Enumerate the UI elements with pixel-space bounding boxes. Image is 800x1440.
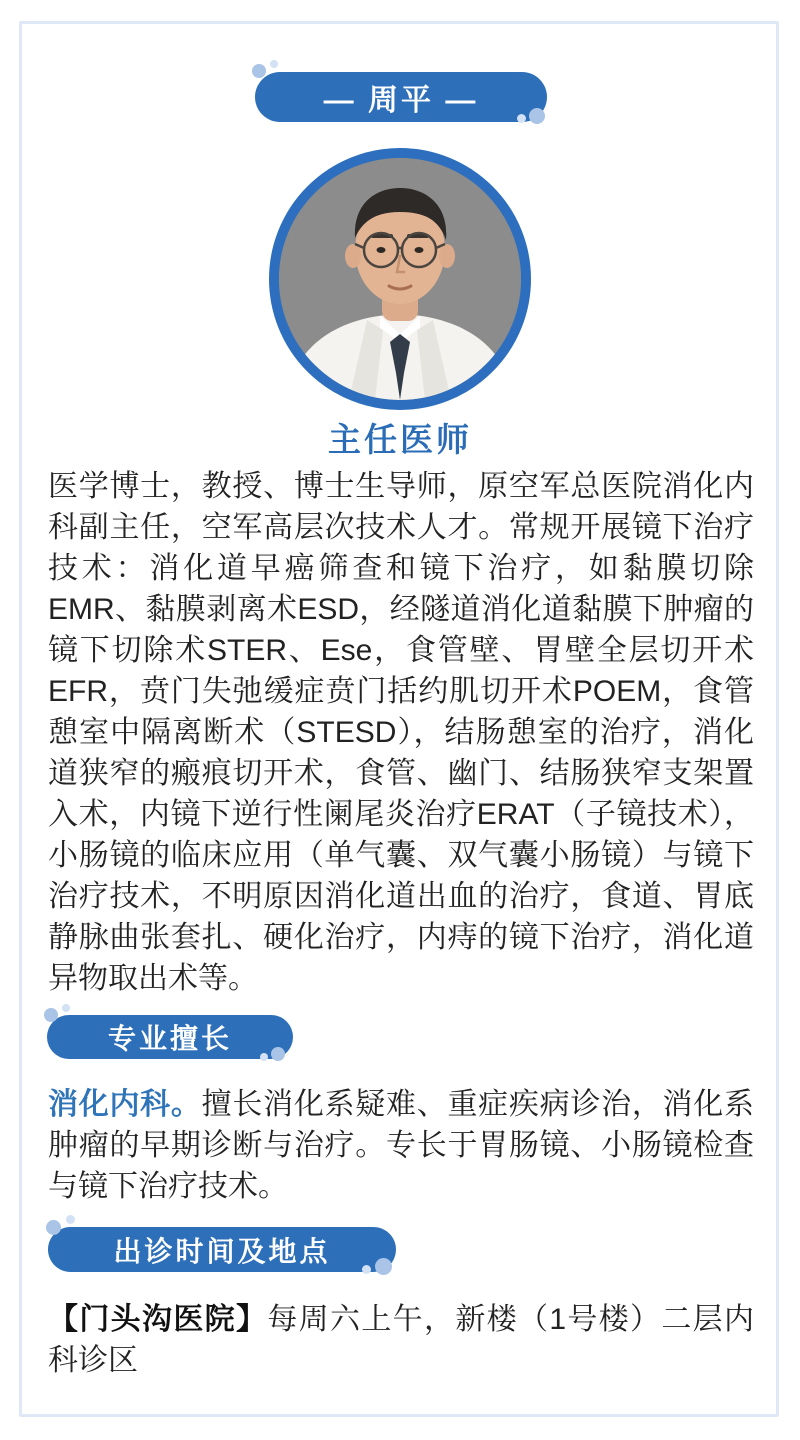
doctor-photo bbox=[269, 148, 531, 410]
bubble-decoration bbox=[66, 1215, 75, 1224]
bio-paragraph: 医学博士，教授、博士生导师，原空军总医院消化内科副主任，空军高层次技术人才。常规开展镜下治疗技术：消化道早癌筛查和镜下治疗，如黏膜切除EMR、黏膜剥离术ESD，经隧道消化道黏膜下肿瘤的镜下切除术STER、Ese，食管壁、胃壁全层切开术EFR，贲门失弛缓症贲门括约肌切开术POEM，食管憩室中隔离断术（STESD），结肠憩室的治疗，消化道狭窄的瘢痕切开术，食管、幽门、结肠狭窄支架置入术，内镜下逆行性阑尾炎治疗ERAT（子镜技术），小肠镜的临床应用（单气囊、双气囊小肠镜）与镜下治疗技术，不明原因消化道出血的治疗，食道、胃底静脉曲张套扎、硬化治疗，内痔的镜下治疗，消化道异物取出术等。 bbox=[48, 470, 754, 995]
bubble-decoration bbox=[270, 60, 278, 68]
doctor-name: — 周平 — bbox=[323, 84, 479, 117]
bubble-decoration bbox=[375, 1258, 392, 1275]
specialty-lead: 消化内科。 bbox=[48, 1088, 202, 1121]
section-badge-schedule bbox=[48, 1227, 396, 1272]
schedule-hospital: 【门头沟医院】 bbox=[48, 1303, 268, 1336]
bubble-decoration bbox=[271, 1047, 285, 1061]
schedule-paragraph bbox=[48, 1299, 754, 1381]
bubble-decoration bbox=[44, 1008, 58, 1022]
name-badge bbox=[255, 72, 547, 122]
bubble-decoration bbox=[529, 108, 545, 124]
specialty-text: 擅长消化系疑难、重症疾病诊治，消化系肿瘤的早期诊断与治疗。专长于胃肠镜、小肠镜检查与镜下治疗技术。 bbox=[48, 1088, 755, 1203]
doctor-title: 主任医师 bbox=[328, 421, 472, 458]
bubble-decoration bbox=[46, 1220, 61, 1235]
schedule-text: 每周六上午，新楼（1号楼）二层内科诊区 bbox=[48, 1303, 754, 1377]
bubble-decoration bbox=[260, 1053, 268, 1061]
section-badge-specialty bbox=[47, 1015, 293, 1059]
section-badge-schedule-label: 出诊时间及地点 bbox=[113, 1235, 331, 1267]
bubble-decoration bbox=[362, 1265, 371, 1274]
bubble-decoration bbox=[517, 114, 526, 123]
section-badge-specialty-label: 专业擅长 bbox=[107, 1023, 232, 1054]
bubble-decoration bbox=[62, 1004, 70, 1012]
specialty-paragraph bbox=[48, 1084, 754, 1207]
bubble-decoration bbox=[252, 64, 266, 78]
doctor-portrait-illustration bbox=[279, 158, 521, 400]
